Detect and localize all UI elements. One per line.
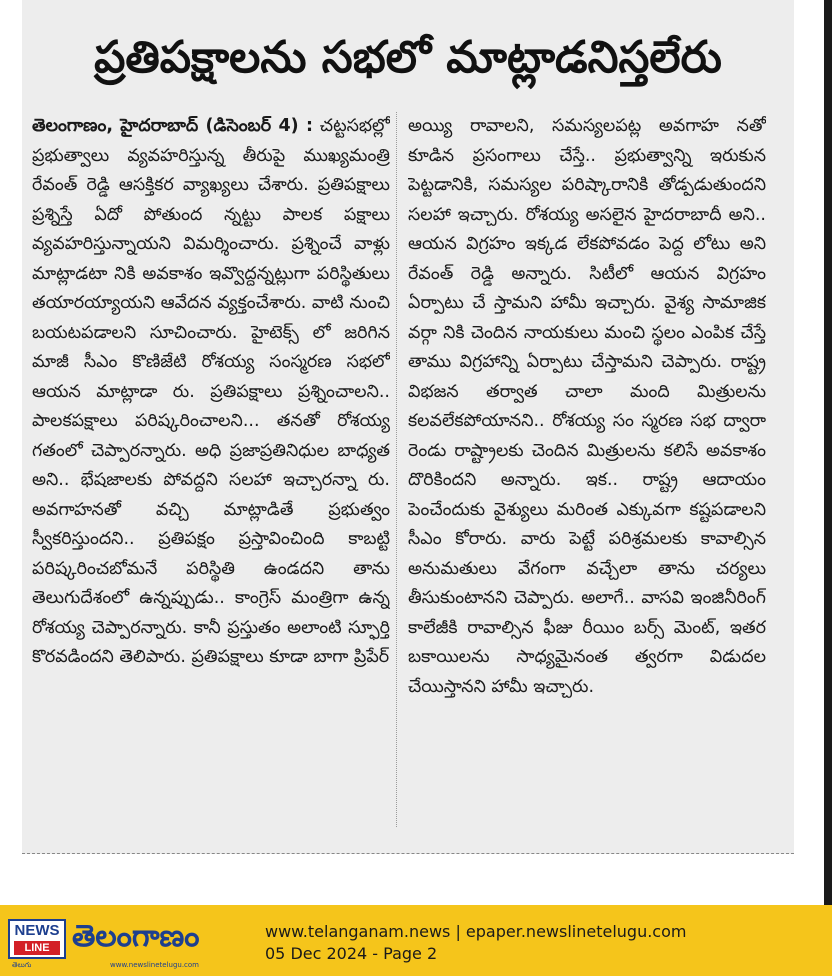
article-body-right: అయ్యి రావాలని, సమస్యలపట్ల అవగాహ నతో కూడిన ప్రసంగాలు చేస్తే.. ప్రభుత్వాన్ని ఇరుకున పెట్టడానికి, సమస్యల పరిష్కారానికి తోడ్పడుతుందని సలహా ఇచ్చారు. రోశయ్య అసలైన హైదరాబాదీ అని.. ఆయన విగ్రహం ఇక్కడ లేకపోవడం పెద్ద లోటు అని రేవంత్ రెడ్డి అన్నారు. సిటీలో ఆయన విగ్రహం ఏర్పాటు చే స్తామని హామీ ఇచ్చారు. వైశ్య సామాజిక వర్గా నికి చెందిన నాయకులు మంచి స్థలం ఎంపిక చేస్తే తాము విగ్రహాన్ని ఏర్పాటు చేస్తామని చెప్పారు. రాష్ట్ర విభజన తర్వాత చాలా మంది మిత్రులను కలవలేకపోయానని.. రోశయ్య సం స్మరణ సభ ద్వారా రెండు రాష్ట్రాలకు చెందిన మిత్రులను కలిసే అవకాశం దొరికిందని అన్నారు. ఇక.. రాష్ట్ర ఆదాయం పెంచేందుకు వైశ్యులు మరింత ఎక్కువగా కష్టపడాలని సీఎం కోరారు. వారు పెట్టే పరిశ్రమలకు కావాల్సిన అనుమతులు వేగంగా వచ్చేలా తాను చర్యలు తీసుకుంటానని చెప్పారు. అలాగే.. వాసవి ఇంజినీరింగ్ కాలేజీకి రావాల్సిన ఫీజు రీయిం బర్స్ మెంట్, ఇతర బకాయిలను సాధ్యమైనంత త్వరగా విడుదల చేయిస్తానని హామీ ఇచ్చారు.	[408, 116, 766, 697]
article-body-left: చట్టసభల్లో ప్రభుత్వాలు వ్యవహరిస్తున్న తీరుపై ముఖ్యమంత్రి రేవంత్ రెడ్డి ఆసక్తికర వ్యాఖ్యలు చేశారు. ప్రతిపక్షాలు ప్రశ్నిస్తే ఏదో పోతుంద న్నట్టు పాలక పక్షాలు వ్యవహరిస్తున్నాయని విమర్శించారు. ప్రశ్నించే వాళ్లు మాట్లాడటా నికి అవకాశం ఇవ్వొద్దన్నట్లుగా పరిస్థితులు తయారయ్యాయని ఆవేదన వ్యక్తంచేశారు. వాటి నుంచి బయటపడాలని సూచించారు. హైటెక్స్ లో జరిగిన మాజీ సీఎం కొణిజేటి రోశయ్య సంస్మరణ సభలో ఆయన మాట్లాడా రు. ప్రతిపక్షాలు ప్రశ్నించాలని.. పాలకపక్షాలు పరిష్కరించాలని... తనతో రోశయ్య గతంలో చెప్పారన్నారు. అధి ప్రజాప్రతినిధుల బాధ్యత అని.. భేషజాలకు పోవద్దని సలహా ఇచ్చారన్నా రు. అవగాహనతో వచ్చి మాట్లాడితే ప్రభుత్వం స్వీకరిస్తుందని.. ప్రతిపక్షం ప్రస్తావించింది కాబట్టి పరిష్కరించబోమనే పరిస్థితి ఉండదని తాను తెలుగుదేశంలో ఉన్నప్పుడు.. కాంగ్రెస్ మంత్రిగా ఉన్న రోశయ్య చెప్పారన్నారు. కానీ ప్రస్తుతం అలాంటి స్ఫూర్తి కొరవడిందని తెలిపారు. ప్రతిపక్షాలు కూడా బాగా ప్రిపేర్	[32, 116, 390, 667]
brand-url-small: www.newslinetelugu.com	[110, 961, 199, 969]
logo-news-text: NEWS	[14, 922, 60, 939]
article-headline: ప్రతిపక్షాలను సభలో మాట్లాడనిస్తలేరు	[94, 32, 722, 83]
article-column-right	[408, 112, 766, 827]
logo-line-text: LINE	[14, 941, 60, 955]
footer-date-page: 05 Dec 2024 - Page 2	[265, 944, 438, 963]
logo-sub-text: తెలుగు	[12, 961, 32, 969]
column-divider	[396, 112, 397, 827]
newsline-logo-icon	[8, 919, 66, 959]
brand-name: తెలంగాణం	[72, 919, 200, 954]
footer-website-links[interactable]: www.telanganam.news | epaper.newslinetelugu.com	[265, 922, 687, 941]
brand-logo[interactable]	[8, 915, 244, 971]
article-dateline: తెలంగాణం, హైదరాబాద్ (డిసెంబర్ 4) :	[32, 116, 313, 136]
article-column-left	[32, 112, 390, 827]
page-edge-shadow	[824, 0, 832, 905]
epaper-footer	[0, 905, 832, 976]
